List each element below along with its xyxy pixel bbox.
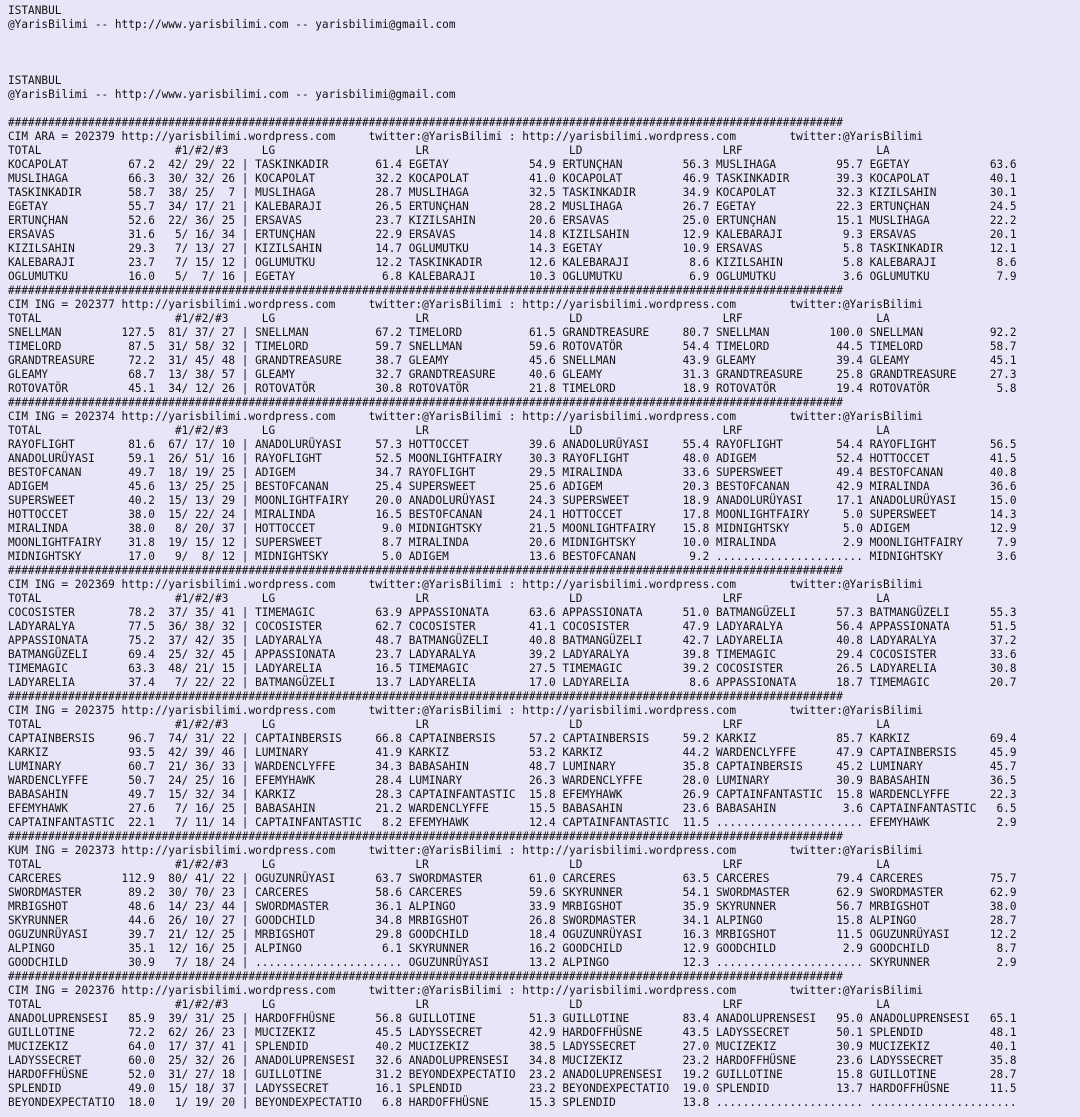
column-header-row: TOTAL #1/#2/#3 LG LR LD LRF LA <box>8 718 890 731</box>
table-row: RAYOFLIGHT 81.6 67/ 17/ 10 | ANADOLURÜYASI 57.3 HOTTOCCET 39.6 ANADOLURÜYASI 55.4 RAYOFLIGHT 54.4 RAYOFLIGHT 56.5 <box>8 438 1017 451</box>
header-city: ISTANBUL <box>8 74 62 87</box>
table-row: OGUZUNRÜYASI 39.7 21/ 12/ 25 | MRBIGSHOT 29.8 GOODCHILD 18.4 OGUZUNRÜYASI 16.3 MRBIGSHOT 11.5 OGUZUNRÜYASI 12.2 <box>8 928 1017 941</box>
separator-line: ############################################################################################################################# <box>8 690 843 703</box>
table-row: GUILLOTINE 72.2 62/ 26/ 23 | MUCIZEKIZ 45.5 LADYSSECRET 42.9 HARDOFFHÜSNE 43.5 LADYSSECRET 50.1 SPLENDID 48.1 <box>8 1026 1017 1039</box>
column-header-row: TOTAL #1/#2/#3 LG LR LD LRF LA <box>8 312 890 325</box>
table-row: BEYONDEXPECTATIO 18.0 1/ 19/ 20 | BEYONDEXPECTATIO 6.8 HARDOFFHÜSNE 15.3 SPLENDID 13.8 ...................... ...................... <box>8 1096 1017 1109</box>
race-header: CIM ING = 202376 http://yarisbilimi.wordpress.com twitter:@YarisBilimi : http://yarisbilimi.wordpress.com twitter:@YarisBilimi <box>8 984 924 997</box>
race-header: KUM ING = 202373 http://yarisbilimi.wordpress.com twitter:@YarisBilimi : http://yarisbilimi.wordpress.com twitter:@YarisBilimi <box>8 844 924 857</box>
race-report <box>8 4 1080 1110</box>
separator-line: ############################################################################################################################# <box>8 116 843 129</box>
table-row: CAPTAINBERSIS 96.7 74/ 31/ 22 | CAPTAINBERSIS 66.8 CAPTAINBERSIS 57.2 CAPTAINBERSIS 59.2 KARKIZ 85.7 KARKIZ 69.4 <box>8 732 1017 745</box>
table-row: LADYARALYA 77.5 36/ 38/ 32 | COCOSISTER 62.7 COCOSISTER 41.1 COCOSISTER 47.9 LADYARALYA 56.4 APPASSIONATA 51.5 <box>8 620 1017 633</box>
header-contact: @YarisBilimi -- http://www.yarisbilimi.com -- yarisbilimi@gmail.com <box>8 88 456 101</box>
table-row: TASKINKADIR 58.7 38/ 25/ 7 | MUSLIHAGA 28.7 MUSLIHAGA 32.5 TASKINKADIR 34.9 KOCAPOLAT 32.3 KIZILSAHIN 30.1 <box>8 186 1017 199</box>
table-row: SWORDMASTER 89.2 30/ 70/ 23 | CARCERES 58.6 CARCERES 59.6 SKYRUNNER 54.1 SWORDMASTER 62.9 SWORDMASTER 62.9 <box>8 886 1017 899</box>
column-header-row: TOTAL #1/#2/#3 LG LR LD LRF LA <box>8 592 890 605</box>
separator-line: ############################################################################################################################# <box>8 564 843 577</box>
table-row: KOCAPOLAT 67.2 42/ 29/ 22 | TASKINKADIR 61.4 EGETAY 54.9 ERTUNÇHAN 56.3 MUSLIHAGA 95.7 EGETAY 63.6 <box>8 158 1017 171</box>
table-row: OGLUMUTKU 16.0 5/ 7/ 16 | EGETAY 6.8 KALEBARAJI 10.3 OGLUMUTKU 6.9 OGLUMUTKU 3.6 OGLUMUTKU 7.9 <box>8 270 1017 283</box>
table-row: ALPINGO 35.1 12/ 16/ 25 | ALPINGO 6.1 SKYRUNNER 16.2 GOODCHILD 12.9 GOODCHILD 2.9 GOODCHILD 8.7 <box>8 942 1017 955</box>
table-row: ANADOLURÜYASI 59.1 26/ 51/ 16 | RAYOFLIGHT 52.5 MOONLIGHTFAIRY 30.3 RAYOFLIGHT 48.0 ADIGEM 52.4 HOTTOCCET 41.5 <box>8 452 1017 465</box>
table-row: KIZILSAHIN 29.3 7/ 13/ 27 | KIZILSAHIN 14.7 OGLUMUTKU 14.3 EGETAY 10.9 ERSAVAS 5.8 TASKINKADIR 12.1 <box>8 242 1017 255</box>
table-row: KALEBARAJI 23.7 7/ 15/ 12 | OGLUMUTKU 12.2 TASKINKADIR 12.6 KALEBARAJI 8.6 KIZILSAHIN 5.8 KALEBARAJI 8.6 <box>8 256 1017 269</box>
table-row: SNELLMAN 127.5 81/ 37/ 27 | SNELLMAN 67.2 TIMELORD 61.5 GRANDTREASURE 80.7 SNELLMAN 100.0 SNELLMAN 92.2 <box>8 326 1017 339</box>
table-row: EGETAY 55.7 34/ 17/ 21 | KALEBARAJI 26.5 ERTUNÇHAN 28.2 MUSLIHAGA 26.7 EGETAY 22.3 ERTUNÇHAN 24.5 <box>8 200 1017 213</box>
race-header: CIM ING = 202374 http://yarisbilimi.wordpress.com twitter:@YarisBilimi : http://yarisbilimi.wordpress.com twitter:@YarisBilimi <box>8 410 924 423</box>
table-row: CAPTAINFANTASTIC 22.1 7/ 11/ 14 | CAPTAINFANTASTIC 8.2 EFEMYHAWK 12.4 CAPTAINFANTASTIC 11.5 ...................... EFEMYHAWK 2.9 <box>8 816 1017 829</box>
table-row: GLEAMY 68.7 13/ 38/ 57 | GLEAMY 32.7 GRANDTREASURE 40.6 GLEAMY 31.3 GRANDTREASURE 25.8 GRANDTREASURE 27.3 <box>8 368 1017 381</box>
table-row: BABASAHIN 49.7 15/ 32/ 34 | KARKIZ 28.3 CAPTAINFANTASTIC 15.8 EFEMYHAWK 26.9 CAPTAINFANTASTIC 15.8 WARDENCLYFFE 22.3 <box>8 788 1017 801</box>
table-row: APPASSIONATA 75.2 37/ 42/ 35 | LADYARALYA 48.7 BATMANGÜZELI 40.8 BATMANGÜZELI 42.7 LADYARELIA 40.8 LADYARALYA 37.2 <box>8 634 1017 647</box>
table-row: HARDOFFHÜSNE 52.0 31/ 27/ 18 | GUILLOTINE 31.2 BEYONDEXPECTATIO 23.2 ANADOLUPRENSESI 19.2 GUILLOTINE 15.8 GUILLOTINE 28.7 <box>8 1068 1017 1081</box>
race-header: CIM ING = 202369 http://yarisbilimi.wordpress.com twitter:@YarisBilimi : http://yarisbilimi.wordpress.com twitter:@YarisBilimi <box>8 578 924 591</box>
separator-line: ############################################################################################################################# <box>8 284 843 297</box>
page <box>8 4 1080 1114</box>
table-row: EFEMYHAWK 27.6 7/ 16/ 25 | BABASAHIN 21.2 WARDENCLYFFE 15.5 BABASAHIN 23.6 BABASAHIN 3.6 CAPTAINFANTASTIC 6.5 <box>8 802 1017 815</box>
table-row: CARCERES 112.9 80/ 41/ 22 | OGUZUNRÜYASI 63.7 SWORDMASTER 61.0 CARCERES 63.5 CARCERES 79.4 CARCERES 75.7 <box>8 872 1017 885</box>
table-row: WARDENCLYFFE 50.7 24/ 25/ 16 | EFEMYHAWK 28.4 LUMINARY 26.3 WARDENCLYFFE 28.0 LUMINARY 30.9 BABASAHIN 36.5 <box>8 774 1017 787</box>
column-header-row: TOTAL #1/#2/#3 LG LR LD LRF LA <box>8 144 890 157</box>
header-city: ISTANBUL <box>8 4 62 17</box>
table-row: MIDNIGHTSKY 17.0 9/ 8/ 12 | MIDNIGHTSKY 5.0 ADIGEM 13.6 BESTOFCANAN 9.2 ...................... MIDNIGHTSKY 3.6 <box>8 550 1017 563</box>
table-row: MRBIGSHOT 48.6 14/ 23/ 44 | SWORDMASTER 36.1 ALPINGO 33.9 MRBIGSHOT 35.9 SKYRUNNER 56.7 MRBIGSHOT 38.0 <box>8 900 1017 913</box>
header-contact: @YarisBilimi -- http://www.yarisbilimi.com -- yarisbilimi@gmail.com <box>8 18 456 31</box>
table-row: HOTTOCCET 38.0 15/ 22/ 24 | MIRALINDA 16.5 BESTOFCANAN 24.1 HOTTOCCET 17.8 MOONLIGHTFAIRY 5.0 SUPERSWEET 14.3 <box>8 508 1017 521</box>
table-row: BESTOFCANAN 49.7 18/ 19/ 25 | ADIGEM 34.7 RAYOFLIGHT 29.5 MIRALINDA 33.6 SUPERSWEET 49.4 BESTOFCANAN 40.8 <box>8 466 1017 479</box>
table-row: GOODCHILD 30.9 7/ 18/ 24 | ...................... OGUZUNRÜYASI 13.2 ALPINGO 12.3 ...................... SKYRUNNER 2.9 <box>8 956 1017 969</box>
table-row: ADIGEM 45.6 13/ 25/ 25 | BESTOFCANAN 25.4 SUPERSWEET 25.6 ADIGEM 20.3 BESTOFCANAN 42.9 MIRALINDA 36.6 <box>8 480 1017 493</box>
column-header-row: TOTAL #1/#2/#3 LG LR LD LRF LA <box>8 424 890 437</box>
table-row: MUCIZEKIZ 64.0 17/ 37/ 41 | SPLENDID 40.2 MUCIZEKIZ 38.5 LADYSSECRET 27.0 MUCIZEKIZ 30.9 MUCIZEKIZ 40.1 <box>8 1040 1017 1053</box>
column-header-row: TOTAL #1/#2/#3 LG LR LD LRF LA <box>8 858 890 871</box>
race-header: CIM ING = 202377 http://yarisbilimi.wordpress.com twitter:@YarisBilimi : http://yarisbilimi.wordpress.com twitter:@YarisBilimi <box>8 298 924 311</box>
table-row: LADYARELIA 37.4 7/ 22/ 22 | BATMANGÜZELI 13.7 LADYARELIA 17.0 LADYARELIA 8.6 APPASSIONATA 18.7 TIMEMAGIC 20.7 <box>8 676 1017 689</box>
table-row: ANADOLUPRENSESI 85.9 39/ 31/ 25 | HARDOFFHÜSNE 56.8 GUILLOTINE 51.3 GUILLOTINE 83.4 ANADOLUPRENSESI 95.0 ANADOLUPRENSESI 65.1 <box>8 1012 1017 1025</box>
table-row: MUSLIHAGA 66.3 30/ 32/ 26 | KOCAPOLAT 32.2 KOCAPOLAT 41.0 KOCAPOLAT 46.9 TASKINKADIR 39.3 KOCAPOLAT 40.1 <box>8 172 1017 185</box>
table-row: TIMEMAGIC 63.3 48/ 21/ 15 | LADYARELIA 16.5 TIMEMAGIC 27.5 TIMEMAGIC 39.2 COCOSISTER 26.5 LADYARELIA 30.8 <box>8 662 1017 675</box>
table-row: SPLENDID 49.0 15/ 18/ 37 | LADYSSECRET 16.1 SPLENDID 23.2 BEYONDEXPECTATIO 19.0 SPLENDID 13.7 HARDOFFHÜSNE 11.5 <box>8 1082 1017 1095</box>
table-row: BATMANGÜZELI 69.4 25/ 32/ 45 | APPASSIONATA 23.7 LADYARALYA 39.2 LADYARALYA 39.8 TIMEMAGIC 29.4 COCOSISTER 33.6 <box>8 648 1017 661</box>
table-row: SUPERSWEET 40.2 15/ 13/ 29 | MOONLIGHTFAIRY 20.0 ANADOLURÜYASI 24.3 SUPERSWEET 18.9 ANADOLURÜYASI 17.1 ANADOLURÜYASI 15.0 <box>8 494 1017 507</box>
column-header-row: TOTAL #1/#2/#3 LG LR LD LRF LA <box>8 998 890 1011</box>
separator-line: ############################################################################################################################# <box>8 396 843 409</box>
table-row: ERSAVAS 31.6 5/ 16/ 34 | ERTUNÇHAN 22.9 ERSAVAS 14.8 KIZILSAHIN 12.9 KALEBARAJI 9.3 ERSAVAS 20.1 <box>8 228 1017 241</box>
table-row: LUMINARY 60.7 21/ 36/ 33 | WARDENCLYFFE 34.3 BABASAHIN 48.7 LUMINARY 35.8 CAPTAINBERSIS 45.2 LUMINARY 45.7 <box>8 760 1017 773</box>
table-row: ROTOVATÖR 45.1 34/ 12/ 26 | ROTOVATÖR 30.8 ROTOVATÖR 21.8 TIMELORD 18.9 ROTOVATÖR 19.4 ROTOVATÖR 5.8 <box>8 382 1017 395</box>
separator-line: ############################################################################################################################# <box>8 830 843 843</box>
table-row: MIRALINDA 38.0 8/ 20/ 37 | HOTTOCCET 9.0 MIDNIGHTSKY 21.5 MOONLIGHTFAIRY 15.8 MIDNIGHTSKY 5.0 ADIGEM 12.9 <box>8 522 1017 535</box>
race-header: CIM ARA = 202379 http://yarisbilimi.wordpress.com twitter:@YarisBilimi : http://yarisbilimi.wordpress.com twitter:@YarisBilimi <box>8 130 924 143</box>
table-row: LADYSSECRET 60.0 25/ 32/ 26 | ANADOLUPRENSESI 32.6 ANADOLUPRENSESI 34.8 MUCIZEKIZ 23.2 HARDOFFHÜSNE 23.6 LADYSSECRET 35.8 <box>8 1054 1017 1067</box>
separator-line: ############################################################################################################################# <box>8 970 843 983</box>
table-row: ERTUNÇHAN 52.6 22/ 36/ 25 | ERSAVAS 23.7 KIZILSAHIN 20.6 ERSAVAS 25.0 ERTUNÇHAN 15.1 MUSLIHAGA 22.2 <box>8 214 1017 227</box>
race-header: CIM ING = 202375 http://yarisbilimi.wordpress.com twitter:@YarisBilimi : http://yarisbilimi.wordpress.com twitter:@YarisBilimi <box>8 704 924 717</box>
table-row: SKYRUNNER 44.6 26/ 10/ 27 | GOODCHILD 34.8 MRBIGSHOT 26.8 SWORDMASTER 34.1 ALPINGO 15.8 ALPINGO 28.7 <box>8 914 1017 927</box>
table-row: COCOSISTER 78.2 37/ 35/ 41 | TIMEMAGIC 63.9 APPASSIONATA 63.6 APPASSIONATA 51.0 BATMANGÜZELI 57.3 BATMANGÜZELI 55.3 <box>8 606 1017 619</box>
table-row: MOONLIGHTFAIRY 31.8 19/ 15/ 12 | SUPERSWEET 8.7 MIRALINDA 20.6 MIDNIGHTSKY 10.0 MIRALINDA 2.9 MOONLIGHTFAIRY 7.9 <box>8 536 1017 549</box>
table-row: TIMELORD 87.5 31/ 58/ 32 | TIMELORD 59.7 SNELLMAN 59.6 ROTOVATÖR 54.4 TIMELORD 44.5 TIMELORD 58.7 <box>8 340 1017 353</box>
table-row: GRANDTREASURE 72.2 31/ 45/ 48 | GRANDTREASURE 38.7 GLEAMY 45.6 SNELLMAN 43.9 GLEAMY 39.4 GLEAMY 45.1 <box>8 354 1017 367</box>
table-row: KARKIZ 93.5 42/ 39/ 46 | LUMINARY 41.9 KARKIZ 53.2 KARKIZ 44.2 WARDENCLYFFE 47.9 CAPTAINBERSIS 45.9 <box>8 746 1017 759</box>
